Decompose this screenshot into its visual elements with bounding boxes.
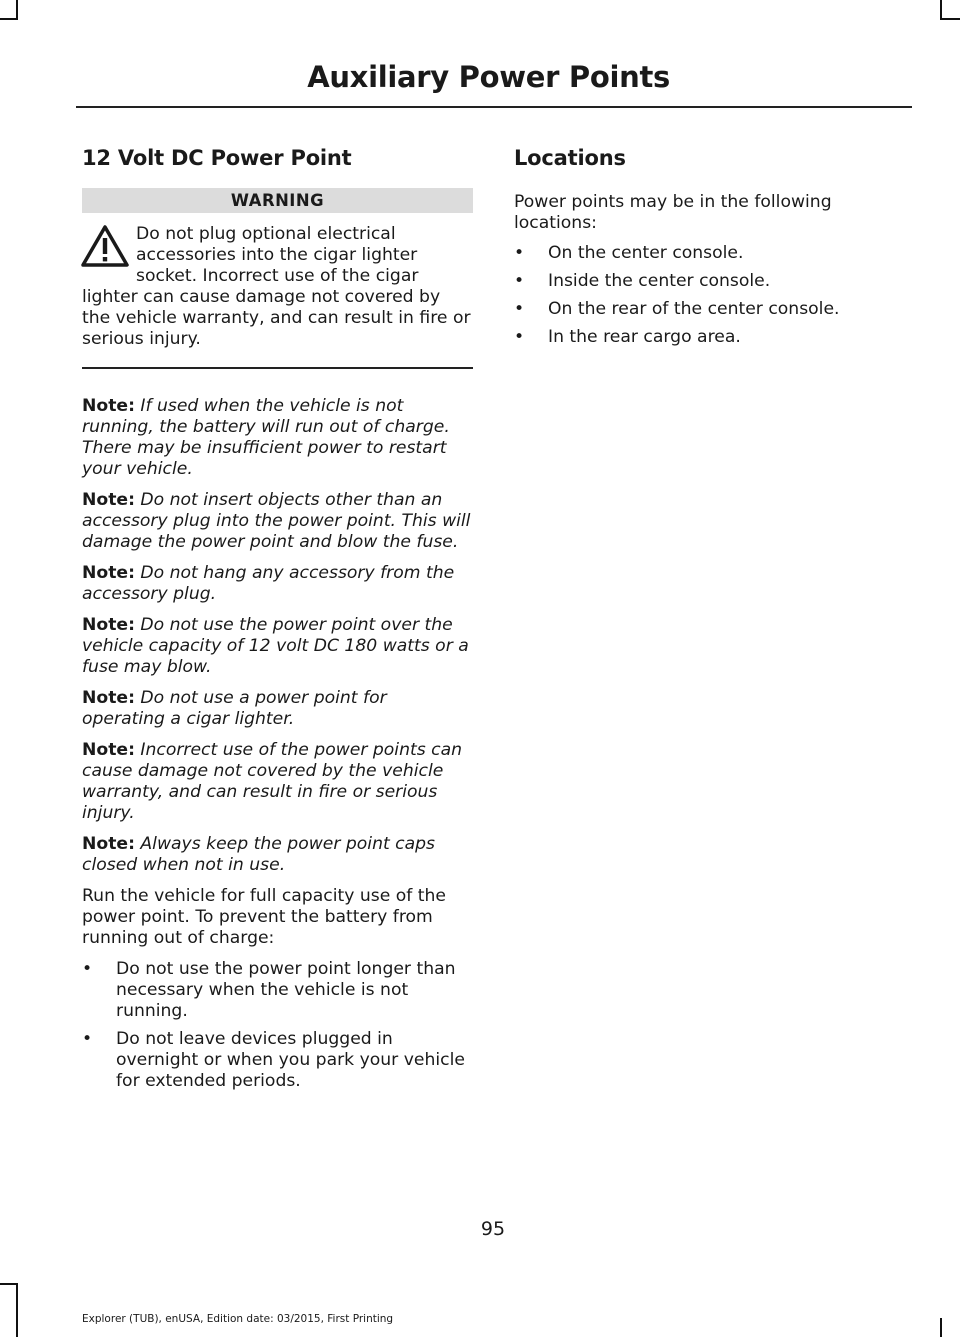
list-item-text: Do not leave devices plugged in overnight or when you park your vehicle for extended periods. <box>116 1029 465 1091</box>
warning-text: Do not plug optional electrical accessories into the cigar lighter socket. Incorrect use of the cigar lighter can cause damage not covered by the vehicle warranty, and can result in fire or serious injury. <box>82 224 471 349</box>
list-item-text: On the center console. <box>548 243 744 263</box>
list-item <box>514 243 874 264</box>
list-item <box>514 327 874 348</box>
note-label: Note: <box>82 834 135 854</box>
note <box>82 834 473 876</box>
list-item <box>82 959 473 1022</box>
note-label: Note: <box>82 490 135 510</box>
section-heading: Locations <box>514 146 626 170</box>
note <box>82 396 473 480</box>
crop-mark <box>16 1283 18 1337</box>
list-item <box>82 1029 473 1092</box>
note-text: Do not insert objects other than an accessory plug into the power point. This will damage the power point and blow the fuse. <box>82 490 471 552</box>
footer-edition-info: Explorer (TUB), enUSA, Edition date: 03/2015, First Printing <box>82 1313 394 1325</box>
warning-triangle-icon <box>80 224 130 268</box>
crop-mark <box>940 0 942 20</box>
bullet-list <box>514 243 874 348</box>
note-text: Always keep the power point caps closed when not in use. <box>82 834 436 875</box>
page-header-title: Auxiliary Power Points <box>307 60 670 94</box>
warning-divider <box>82 367 473 369</box>
note-label: Note: <box>82 688 135 708</box>
note <box>82 740 473 824</box>
bullet-glyph: • <box>514 299 525 319</box>
note-label: Note: <box>82 563 135 583</box>
list-item <box>514 299 874 320</box>
note-text: Incorrect use of the power points can cause damage not covered by the vehicle warranty, and can result in fire or serious injury. <box>82 740 463 823</box>
list-item <box>514 271 874 292</box>
warning-box <box>82 188 473 369</box>
warning-body <box>82 224 473 350</box>
note <box>82 615 473 678</box>
bullet-glyph: • <box>514 271 525 291</box>
note-label: Note: <box>82 396 135 416</box>
bullet-glyph: • <box>82 1029 93 1049</box>
section-heading: 12 Volt DC Power Point <box>82 146 352 170</box>
crop-mark <box>940 1318 942 1337</box>
note-label: Note: <box>82 615 135 635</box>
note-text: Do not use the power point over the vehicle capacity of 12 volt DC 180 watts or a fuse may blow. <box>82 615 469 677</box>
header-divider <box>76 106 912 108</box>
crop-mark <box>16 0 18 20</box>
right-column <box>514 146 874 355</box>
page-number: 95 <box>480 1218 506 1240</box>
note-text: Do not use a power point for operating a cigar lighter. <box>82 688 387 729</box>
note <box>82 688 473 730</box>
note <box>82 490 473 553</box>
bullet-list <box>82 959 473 1092</box>
list-item-text: Do not use the power point longer than necessary when the vehicle is not running. <box>116 959 456 1021</box>
warning-label: WARNING <box>82 188 473 213</box>
left-column <box>82 146 473 1099</box>
bullet-glyph: • <box>514 243 525 263</box>
note-text: Do not hang any accessory from the accessory plug. <box>82 563 455 604</box>
body-paragraph: Power points may be in the following locations: <box>514 192 832 233</box>
list-item-text: On the rear of the center console. <box>548 299 840 319</box>
crop-mark <box>0 18 18 20</box>
body-paragraph: Run the vehicle for full capacity use of the power point. To prevent the battery from running out of charge: <box>82 886 446 948</box>
bullet-glyph: • <box>82 959 93 979</box>
note <box>82 563 473 605</box>
list-item-text: In the rear cargo area. <box>548 327 741 347</box>
bullet-glyph: • <box>514 327 525 347</box>
list-item-text: Inside the center console. <box>548 271 771 291</box>
note-label: Note: <box>82 740 135 760</box>
notes <box>82 396 473 876</box>
crop-mark <box>0 1283 18 1285</box>
note-text: If used when the vehicle is not running, the battery will run out of charge. There may be insufficient power to restart your vehicle. <box>82 396 450 479</box>
crop-mark <box>940 18 960 20</box>
